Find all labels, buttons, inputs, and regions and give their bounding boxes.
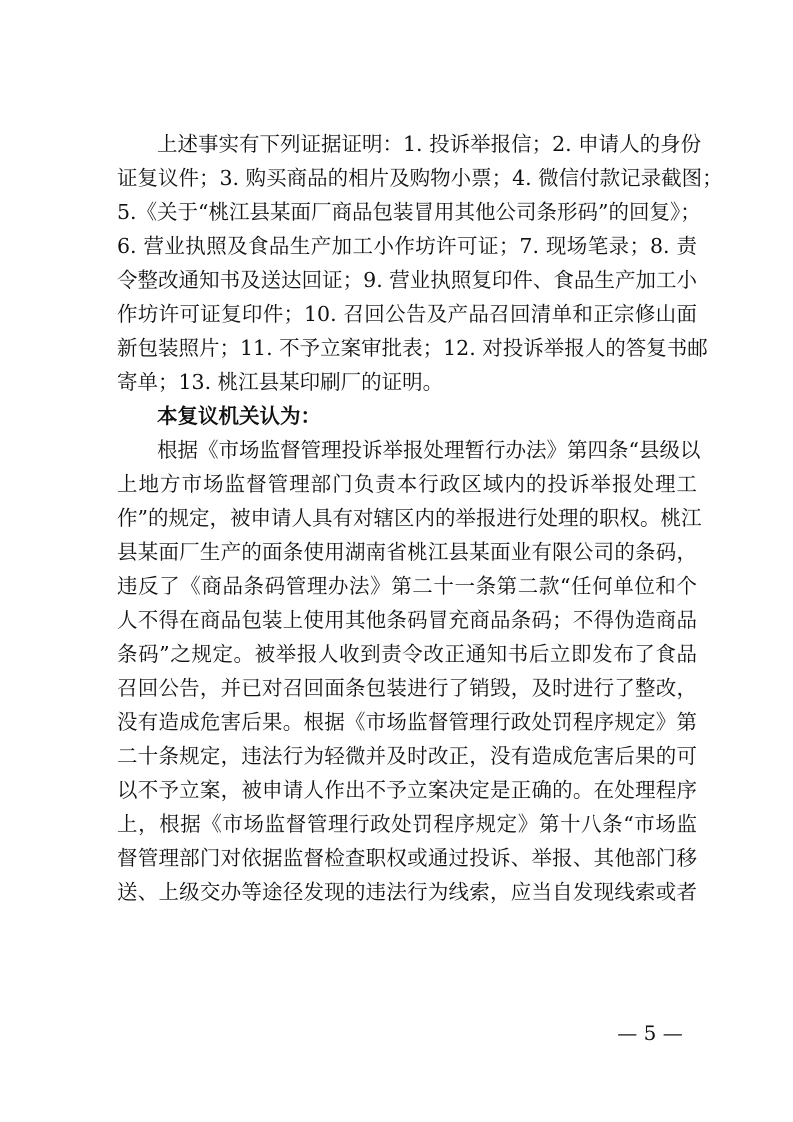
paragraph-1-line-2: 证复议件；3. 购买商品的相片及购物小票；4. 微信付款记录截图； (117, 166, 723, 190)
paragraph-1-line-5: 令整改通知书及送达回证；9. 营业执照复印件、食品生产加工小 (117, 268, 697, 292)
paragraph-2-line-11: 以不予立案，被申请人作出不予立案决定是正确的。在处理程序 (117, 778, 697, 802)
paragraph-2-line-12: 上，根据《市场监督管理行政处罚程序规定》第十八条“市场监 (117, 812, 697, 836)
page-number: — 5 — (617, 1021, 683, 1045)
paragraph-1-line-4: 6. 营业执照及食品生产加工小作坊许可证；7. 现场笔录；8. 责 (117, 234, 697, 258)
paragraph-1-line-6: 作坊许可证复印件；10. 召回公告及产品召回清单和正宗修山面 (117, 302, 697, 326)
paragraph-2-line-6: 人不得在商品包装上使用其他条码冒充商品条码；不得伪造商品 (117, 608, 697, 632)
paragraph-2-line-7: 条码”之规定。被举报人收到责令改正通知书后立即发布了食品 (117, 642, 697, 666)
paragraph-2-line-2: 上地方市场监督管理部门负责本行政区域内的投诉举报处理工 (117, 472, 697, 496)
paragraph-2-line-8: 召回公告，并已对召回面条包装进行了销毁，及时进行了整改， (117, 676, 697, 700)
paragraph-2-line-13: 督管理部门对依据监督检查职权或通过投诉、举报、其他部门移 (117, 846, 697, 870)
paragraph-2-line-1: 根据《市场监督管理投诉举报处理暂行办法》第四条“县级以 (157, 438, 701, 462)
paragraph-2-line-5: 违反了《商品条码管理办法》第二十一条第二款“任何单位和个 (117, 574, 697, 598)
section-heading: 本复议机关认为： (157, 404, 321, 428)
paragraph-2-line-4: 县某面厂生产的面条使用湖南省桃江县某面业有限公司的条码， (117, 540, 697, 564)
paragraph-2-line-10: 二十条规定，违法行为轻微并及时改正，没有造成危害后果的可 (117, 744, 697, 768)
paragraph-2-line-3: 作”的规定，被申请人具有对辖区内的举报进行处理的职权。桃江 (117, 506, 702, 530)
paragraph-2-line-14: 送、上级交办等途径发现的违法行为线索，应当自发现线索或者 (117, 880, 697, 904)
paragraph-1-line-8: 寄单；13. 桃江县某印刷厂的证明。 (117, 370, 444, 394)
paragraph-1-line-3: 5.《关于“桃江县某面厂商品包装冒用其他公司条形码”的回复》； (117, 200, 701, 224)
paragraph-2-line-9: 没有造成危害后果。根据《市场监督管理行政处罚程序规定》第 (117, 710, 697, 734)
paragraph-1-line-1: 上述事实有下列证据证明：1. 投诉举报信；2. 申请人的身份 (157, 132, 702, 156)
paragraph-1-line-7: 新包装照片；11. 不予立案审批表；12. 对投诉举报人的答复书邮 (117, 336, 708, 360)
